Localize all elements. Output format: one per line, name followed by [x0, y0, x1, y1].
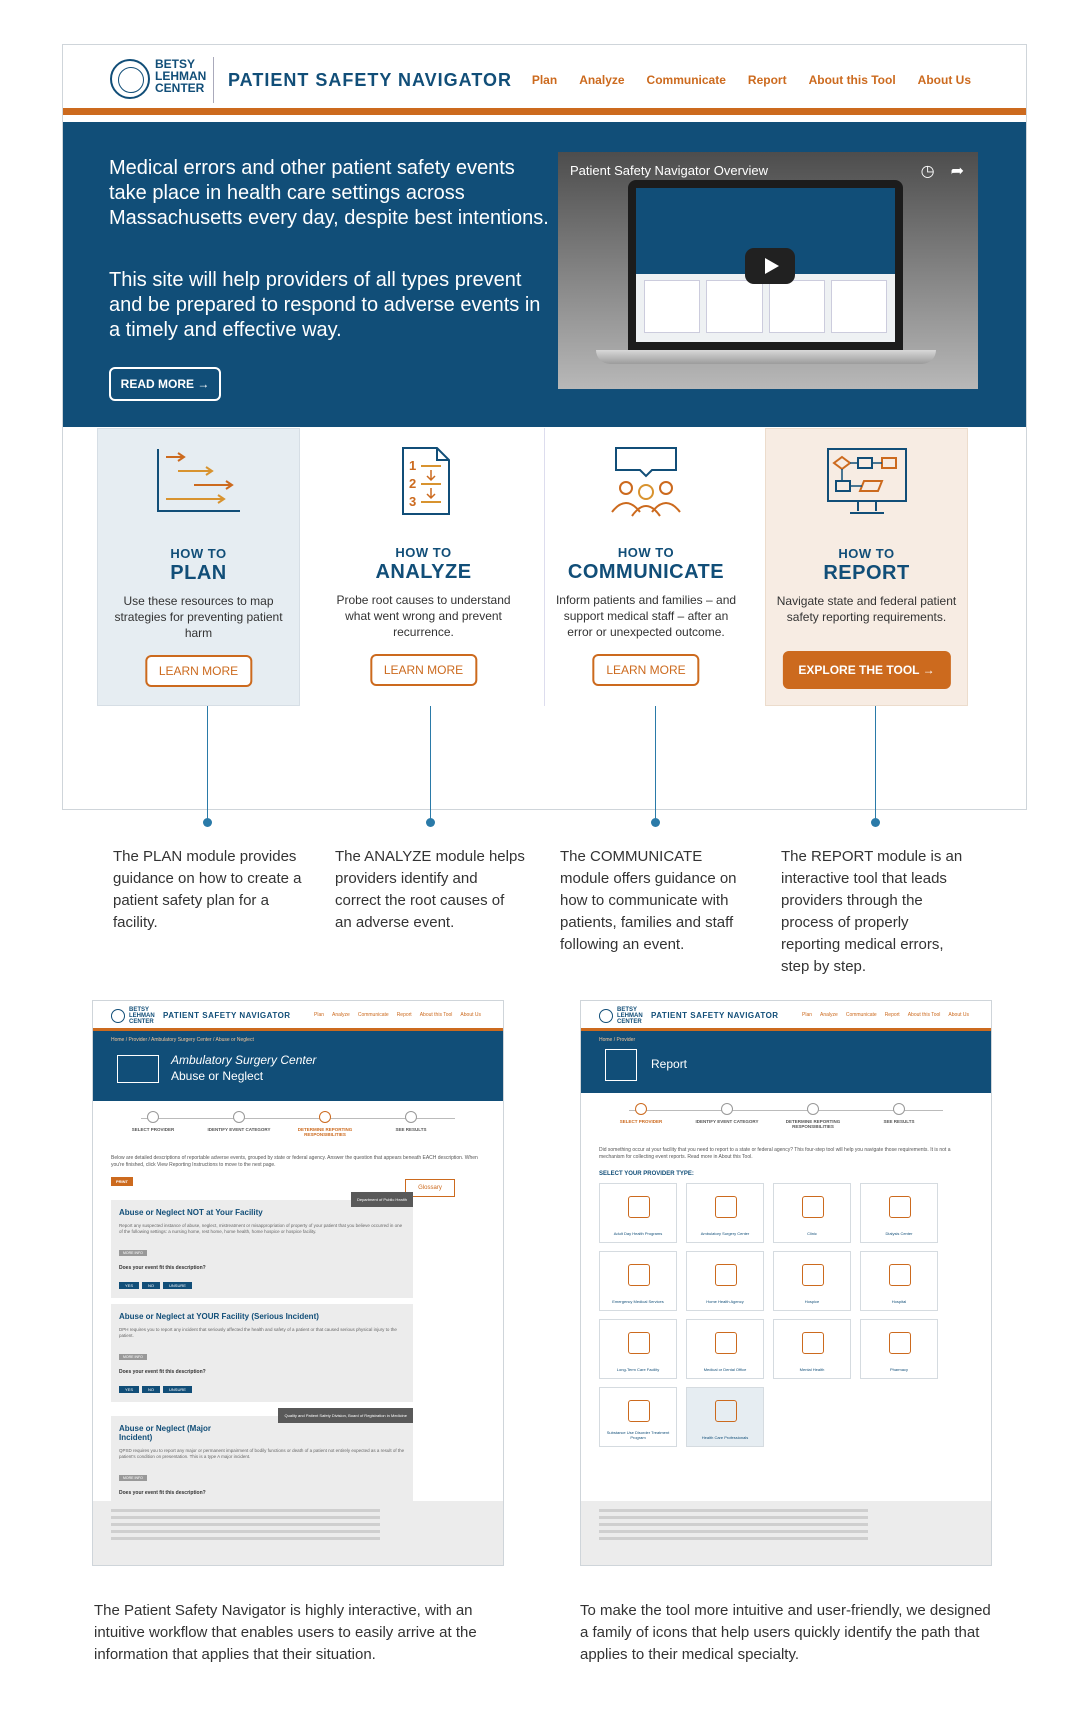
- card-description: Navigate state and federal patient safety reporting requirements.: [776, 594, 957, 624]
- step-identify-category[interactable]: IDENTIFY EVENT CATEGORY: [687, 1103, 767, 1124]
- hospice-bed-icon: [802, 1264, 824, 1286]
- unsure-button[interactable]: UNSURE: [163, 1282, 192, 1289]
- mini-org-name: BETSY LEHMAN CENTER: [617, 1007, 643, 1025]
- video-title: Patient Safety Navigator Overview: [570, 163, 768, 178]
- more-info-button[interactable]: MORE INFO: [119, 1354, 147, 1360]
- numbered-list-icon: [389, 446, 459, 518]
- brain-icon: [802, 1332, 824, 1354]
- clinic-icon: [802, 1196, 824, 1218]
- mini-nav: [314, 1012, 481, 1018]
- note-plan: The PLAN module provides guidance on how to create a patient safety plan for a facility.: [113, 848, 302, 931]
- provider-type-label: SELECT YOUR PROVIDER TYPE:: [599, 1171, 694, 1177]
- svg-text:1: 1: [408, 458, 416, 473]
- learn-more-communicate-button[interactable]: LEARN MORE: [592, 654, 699, 686]
- card-title: ANALYZE: [375, 561, 472, 583]
- card-howto: HOW TO: [395, 545, 452, 560]
- agency-tag: Department of Public Health: [351, 1192, 413, 1207]
- answer-buttons: [119, 1274, 405, 1292]
- progress-steps: [599, 1103, 973, 1147]
- mini-nav-about-tool[interactable]: About this Tool: [907, 1012, 941, 1018]
- mini-nav-analyze[interactable]: Analyze: [332, 1012, 350, 1018]
- clock-icon[interactable]: ◷: [920, 163, 935, 180]
- mini-seal-logo: [599, 1009, 613, 1023]
- event-card: [111, 1304, 413, 1402]
- site-title[interactable]: PATIENT SAFETY NAVIGATOR: [228, 70, 513, 90]
- mini-header: [93, 1001, 503, 1031]
- mini-title-band: [581, 1031, 991, 1093]
- intro-text: Below are detailed descriptions of reportable adverse events, grouped by state or federal agency. Answer the question that appears beneath EACH description. When you're finished, click View Reporting Instructions to move to the next page.: [111, 1155, 478, 1168]
- note-communicate: The COMMUNICATE module offers guidance on how to communicate with patients, families and staff following an event.: [560, 848, 737, 953]
- provider-grid: [599, 1183, 991, 1447]
- mini-seal-logo: [111, 1009, 125, 1023]
- card-communicate: [544, 428, 747, 706]
- org-name: BETSY LEHMAN CENTER: [155, 57, 207, 95]
- provider-ems[interactable]: Emergency Medical Services: [599, 1251, 677, 1311]
- card-report: [765, 428, 968, 706]
- mini-nav-about-us[interactable]: About Us: [460, 1012, 481, 1018]
- provider-home-health[interactable]: Home Health Agency: [686, 1251, 764, 1311]
- mini-nav-report[interactable]: Report: [884, 1012, 900, 1018]
- provider-dialysis[interactable]: Dialysis Center: [860, 1183, 938, 1243]
- mini-org-name: BETSY LEHMAN CENTER: [129, 1007, 155, 1025]
- card-plan: [97, 428, 300, 706]
- adult-day-health-icon: [628, 1196, 650, 1218]
- provider-hospice[interactable]: Hospice: [773, 1251, 851, 1311]
- mortar-pestle-icon: [889, 1332, 911, 1354]
- overview-video[interactable]: [558, 152, 978, 389]
- mini-footer: [93, 1501, 503, 1565]
- event-title: Abuse or Neglect (Major Incident): [119, 1424, 212, 1442]
- step-select-provider[interactable]: SELECT PROVIDER: [601, 1103, 681, 1124]
- answer-buttons: [119, 1378, 405, 1396]
- card-title: REPORT: [823, 562, 910, 584]
- step-select-provider[interactable]: SELECT PROVIDER: [113, 1111, 193, 1132]
- more-info-button[interactable]: MORE INFO: [119, 1475, 147, 1481]
- agency-tag: Quality and Patient Safety Division, Board of Registration in Medicine: [278, 1408, 413, 1423]
- provider-select-screenshot: [580, 1000, 992, 1566]
- mini-site-title: PATIENT SAFETY NAVIGATOR: [651, 1011, 779, 1020]
- leader-dot-report: [871, 818, 880, 827]
- mini-nav-plan[interactable]: Plan: [314, 1012, 325, 1018]
- provider-hospital[interactable]: Hospital: [860, 1251, 938, 1311]
- provider-medical-dental[interactable]: Medical or Dental Office: [686, 1319, 764, 1379]
- card-howto: HOW TO: [838, 546, 895, 561]
- main-nav: [532, 73, 971, 87]
- yes-button[interactable]: YES: [119, 1282, 139, 1289]
- nav-about-tool[interactable]: About this Tool: [808, 73, 896, 87]
- house-icon: [715, 1264, 737, 1286]
- long-term-care-icon: [628, 1332, 650, 1354]
- step-see-results[interactable]: SEE RESULTS: [371, 1111, 451, 1132]
- glossary-button[interactable]: Glossary: [405, 1179, 455, 1197]
- nav-plan[interactable]: Plan: [531, 73, 558, 87]
- nav-communicate[interactable]: Communicate: [646, 73, 726, 87]
- dialysis-icon: [889, 1196, 911, 1218]
- mini-nav-about-tool[interactable]: About this Tool: [419, 1012, 453, 1018]
- leader-dot-plan: [203, 818, 212, 827]
- center-seal-logo[interactable]: [110, 59, 150, 99]
- breadcrumb[interactable]: Home / Provider: [599, 1037, 636, 1043]
- print-button[interactable]: PRINT: [111, 1177, 133, 1186]
- yes-button[interactable]: YES: [119, 1386, 139, 1393]
- report-title: Report: [651, 1057, 688, 1071]
- event-question: Does your event fit this description?: [119, 1490, 206, 1496]
- note-report: The REPORT module is an interactive tool that leads providers through the process of properly reporting medical errors, step by step.: [781, 848, 963, 975]
- hero-paragraph-2: This site will help providers of all types prevent and be prepared to respond to adverse events in a timely and effective way.: [109, 269, 541, 341]
- mini-nav-communicate[interactable]: Communicate: [845, 1012, 877, 1018]
- provider-pharmacy[interactable]: Pharmacy: [860, 1319, 938, 1379]
- support-group-icon: [628, 1400, 650, 1422]
- note-analyze: The ANALYZE module helps providers identify and correct the root causes of an adverse event.: [335, 848, 525, 931]
- step-identify-category[interactable]: IDENTIFY EVENT CATEGORY: [199, 1111, 279, 1132]
- category-title: Abuse or Neglect: [171, 1069, 264, 1083]
- surgery-center-icon: [117, 1055, 159, 1083]
- learn-more-analyze-button[interactable]: LEARN MORE: [370, 654, 477, 686]
- professionals-icon: [715, 1400, 737, 1422]
- group-chat-icon: [606, 446, 686, 518]
- card-title: COMMUNICATE: [567, 561, 725, 583]
- mini-nav: [802, 1012, 969, 1018]
- event-title: Abuse or Neglect NOT at Your Facility: [119, 1208, 263, 1217]
- mini-nav-communicate[interactable]: Communicate: [357, 1012, 389, 1018]
- leader-dot-analyze: [426, 818, 435, 827]
- hero-banner: [63, 122, 1026, 427]
- provider-long-term-care[interactable]: Long-Term Care Facility: [599, 1319, 677, 1379]
- mini-nav-about-us[interactable]: About Us: [948, 1012, 969, 1018]
- event-category-screenshot: [92, 1000, 504, 1566]
- event-description: QPSD requires you to report any major or permanent impairment of bodily functions or death of a patient not entirely expected as a result of the patient's condition on presentation. This is a type A major incident.: [119, 1448, 405, 1459]
- waiting-room-icon: [715, 1332, 737, 1354]
- card-description: Probe root causes to understand what went wrong and prevent recurrence.: [336, 593, 511, 639]
- laptop-base: [596, 350, 936, 364]
- event-question: Does your event fit this description?: [119, 1265, 206, 1271]
- provider-adult-day-health[interactable]: Adult Day Health Programs: [599, 1183, 677, 1243]
- provider-substance-use[interactable]: Substance Use Disorder Treatment Program: [599, 1387, 677, 1447]
- provider-title: Ambulatory Surgery Center: [171, 1053, 317, 1067]
- caption-icons: To make the tool more intuitive and user-friendly, we designed a family of icons that help users quickly identify the path that applies to their medical specialty.: [580, 1602, 991, 1663]
- svg-text:3: 3: [408, 494, 416, 509]
- leader-line-plan: [207, 706, 208, 822]
- nav-about-us[interactable]: About Us: [917, 73, 971, 87]
- leader-line-report: [875, 706, 876, 822]
- hospital-icon: [889, 1264, 911, 1286]
- provider-ambulatory-surgery[interactable]: Ambulatory Surgery Center: [686, 1183, 764, 1243]
- leader-line-analyze: [430, 706, 431, 822]
- explore-the-tool-button[interactable]: EXPLORE THE TOOL →: [782, 651, 950, 689]
- leader-line-communicate: [655, 706, 656, 822]
- timeline-icon: [154, 447, 244, 517]
- intro-text: Did something occur at your facility that you need to report to a state or federal agency? This four-step tool will help you navigate those requirements. It is not a mechanism for collecting event reports. Read more in About this Tool.: [599, 1147, 951, 1160]
- mini-nav-report[interactable]: Report: [396, 1012, 412, 1018]
- step-determine-responsibilities[interactable]: DETERMINE REPORTING RESPONSIBILITIES: [285, 1111, 365, 1137]
- leader-dot-communicate: [651, 818, 660, 827]
- provider-mental-health[interactable]: Mental Health: [773, 1319, 851, 1379]
- event-title: Abuse or Neglect at YOUR Facility (Serious Incident): [119, 1312, 319, 1321]
- event-description: Report any suspected instance of abuse, neglect, mistreatment or misappropriation of property of your patient that you believe occurred in one of the following settings: a nursing home, rest home, home health, home hospice or hospice facility.: [119, 1223, 403, 1234]
- header-divider: [213, 57, 214, 103]
- caption-workflow: The Patient Safety Navigator is highly interactive, with an intuitive workflow that enables users to easily arrive at the information that applies that their situation.: [94, 1602, 477, 1663]
- card-howto: HOW TO: [617, 545, 675, 560]
- provider-health-care-professionals[interactable]: Health Care Professionals: [686, 1387, 764, 1447]
- flowchart-icon: [605, 1049, 637, 1081]
- card-howto: HOW TO: [170, 546, 227, 561]
- mini-site-title: PATIENT SAFETY NAVIGATOR: [163, 1011, 291, 1020]
- mini-title-band: [93, 1031, 503, 1101]
- more-info-button[interactable]: MORE INFO: [119, 1250, 147, 1256]
- video-controls: [921, 161, 964, 181]
- event-card: [111, 1197, 413, 1298]
- unsure-button[interactable]: UNSURE: [163, 1386, 192, 1393]
- mini-footer: [581, 1501, 991, 1565]
- learn-more-plan-button[interactable]: LEARN MORE: [145, 655, 252, 687]
- breadcrumb[interactable]: Home / Provider / Ambulatory Surgery Center / Abuse or Neglect: [111, 1037, 254, 1043]
- mini-header: [581, 1001, 991, 1031]
- step-determine-responsibilities[interactable]: DETERMINE REPORTING RESPONSIBILITIES: [773, 1103, 853, 1129]
- nav-analyze[interactable]: Analyze: [579, 73, 625, 87]
- ambulance-icon: [628, 1264, 650, 1286]
- card-analyze: [322, 428, 525, 706]
- card-title: PLAN: [170, 562, 227, 584]
- svg-text:2: 2: [408, 476, 416, 491]
- provider-clinic[interactable]: Clinic: [773, 1183, 851, 1243]
- mini-nav-analyze[interactable]: Analyze: [820, 1012, 838, 1018]
- mini-nav-plan[interactable]: Plan: [802, 1012, 813, 1018]
- card-description: Use these resources to map strategies for preventing patient harm: [114, 594, 283, 640]
- no-button[interactable]: NO: [142, 1282, 160, 1289]
- site-header: [63, 45, 1026, 115]
- step-see-results[interactable]: SEE RESULTS: [859, 1103, 939, 1124]
- event-question: Does your event fit this description?: [119, 1369, 206, 1375]
- read-more-button[interactable]: READ MORE →: [109, 367, 221, 401]
- nav-report[interactable]: Report: [747, 73, 787, 87]
- event-description: DPH requires you to report any incident that seriously affected the health and safety of a patient or that caused serious physical injury to the patient.: [119, 1327, 397, 1338]
- play-button-icon[interactable]: [745, 248, 795, 284]
- no-button[interactable]: NO: [142, 1386, 160, 1393]
- ambulatory-surgery-icon: [715, 1196, 737, 1218]
- flowchart-monitor-icon: [824, 447, 910, 519]
- hero-paragraph-1: Medical errors and other patient safety events take place in health care settings across Massachusetts every day, despite best intentions.: [109, 157, 549, 229]
- progress-steps: [111, 1111, 485, 1155]
- card-description: Inform patients and families – and support medical staff – after an error or unexpected outcome.: [555, 593, 737, 639]
- share-icon[interactable]: ➦: [950, 163, 964, 180]
